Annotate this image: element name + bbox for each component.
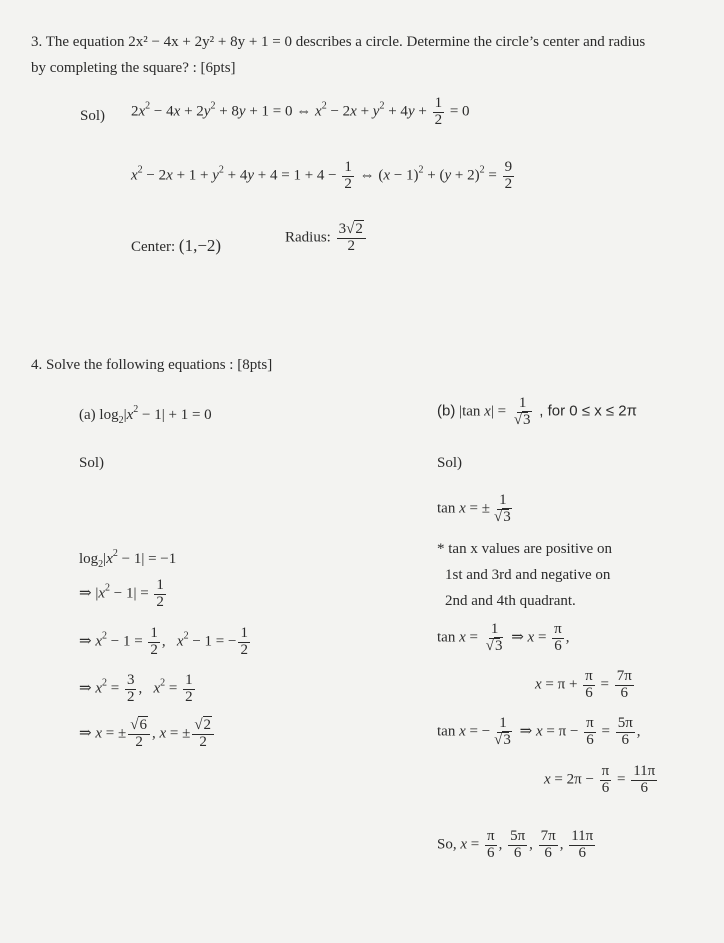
q3-statement-line1: 3. The equation 2x² − 4x + 2y² + 8y + 1 = 0 describes a circle. Determine the circle’s center and radius	[31, 34, 646, 50]
q4a-step3: ⇒ $x^2 - 1$ = $\frac{1}{2}$ , $x^2 - 1$ = − $\frac{1}{2}$	[79, 625, 248, 658]
center-value: (1,−2)	[178, 236, 222, 255]
q4b-final: So, x = $\frac{\pi}{6}$ , $\frac{5\pi}{6}$ , $\frac{7\pi}{6}$ , $\frac{11\pi}{6}$	[437, 828, 594, 861]
q3-center	[131, 236, 221, 256]
q4a-sol-label: Sol)	[79, 455, 105, 471]
q4a-label: (a)	[79, 407, 96, 423]
q3-equation-1: $2x^2 - 4x + 2y^2 + 8y + 1 = 0$ ⇔ $x^2 - 2x + y^2 + 4y$ + $\frac{1}{2}$ = 0	[131, 95, 470, 128]
q4a-equation: (a) $\log_2|x^2 - 1| + 1 = 0$	[79, 404, 212, 426]
q4b-step3: x = π + $\frac{\pi}{6}$ = $\frac{7\pi}{6}$	[535, 668, 632, 701]
q4-title: 4. Solve the following equations : [8pts]	[31, 357, 273, 373]
q4b-step2: tan x = $\frac{1}{√3}$ ⇒ x = $\frac{\pi}{6}$ ,	[437, 621, 570, 654]
q4b-note3: 2nd and 4th quadrant.	[445, 593, 576, 609]
q4b-note2: 1st and 3rd and negative on	[445, 567, 611, 583]
q4a-step1: $\log_2|x^2 - 1| = -1$	[79, 548, 177, 570]
q4b-step4: tan x = − $\frac{1}{√3}$ ⇒ x = π − $\frac{\pi}{6}$ = $\frac{5\pi}{6}$ ,	[437, 715, 641, 748]
q4b-sol-label: Sol)	[437, 455, 463, 471]
q3-statement-line2: by completing the square? : [6pts]	[31, 60, 236, 76]
q4b-step5: x = 2π − $\frac{\pi}{6}$ = $\frac{11\pi}{6}$	[544, 763, 656, 796]
q4b-step1: tan x = ± $\frac{1}{√3}$	[437, 492, 511, 525]
q4b-condition: , for 0 ≤ x ≤ 2π	[539, 402, 637, 420]
so-label: So,	[437, 836, 457, 853]
center-label: Center:	[131, 239, 176, 255]
q4b-label: (b)	[437, 402, 456, 420]
q4a-step2: ⇒ $|x^2 - 1|$ = $\frac{1}{2}$	[79, 577, 164, 610]
q3-sol-label: Sol)	[80, 108, 106, 124]
q4a-step5: ⇒ x = ± $\frac{√6}{2}$ , x = ± $\frac{√2}{2}$	[79, 718, 216, 751]
radius-label: Radius:	[285, 229, 331, 246]
q4b-note1: * tan x values are positive on	[437, 541, 612, 557]
q4a-step4: ⇒ $x^2$ = $\frac{3}{2}$ , $x^2$ = $\frac{1}{2}$	[79, 672, 193, 705]
q4b-equation: (b) |tan x| = $\frac{1}{√3}$ , for 0 ≤ x ≤ 2π	[437, 395, 637, 428]
q3-radius: Radius: $\frac{3√2}{2}$	[285, 222, 368, 255]
q3-equation-2: $x^2 - 2x + 1 + y^2 + 4y + 4 = 1 + 4$ − $\frac{1}{2}$ ⇔ $(x - 1)^2 + (y + 2)^2$ = $\frac{9}{2}$	[131, 159, 513, 192]
